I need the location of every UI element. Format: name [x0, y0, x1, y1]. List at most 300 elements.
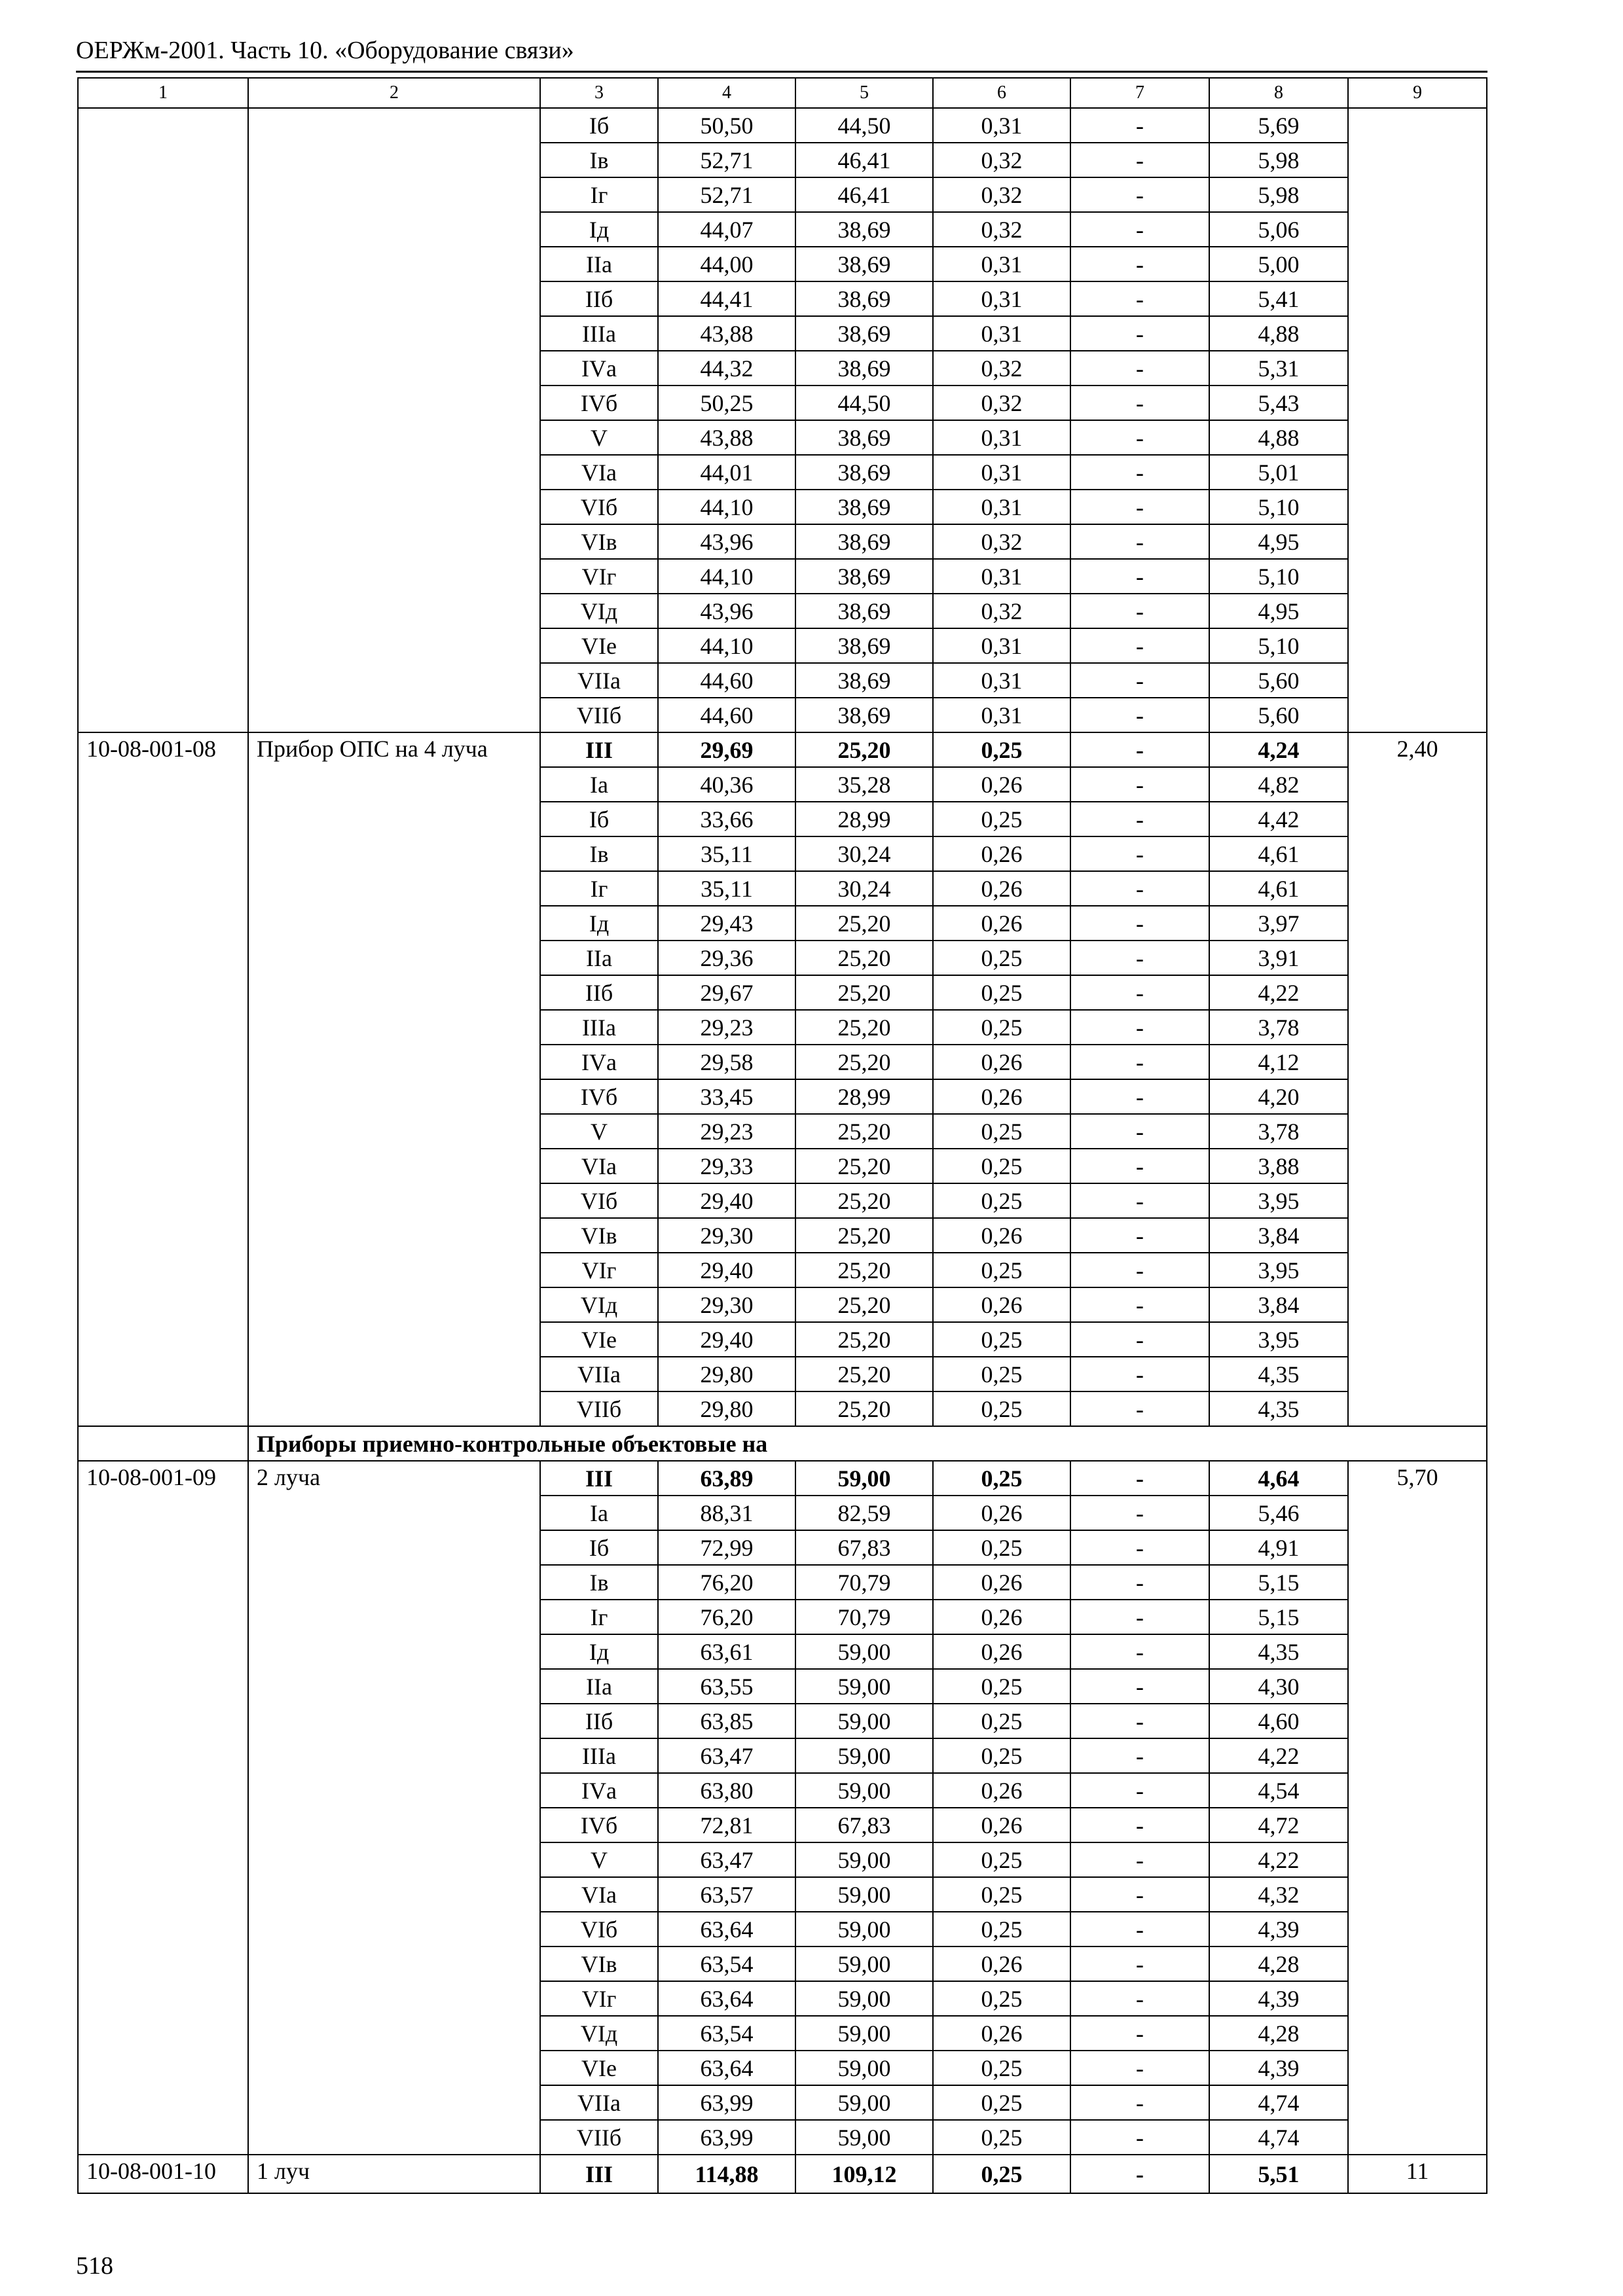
- zone-cell: VIIб: [540, 1391, 658, 1426]
- materials-cell: 4,95: [1209, 594, 1348, 628]
- wages-cell: 38,69: [795, 247, 933, 281]
- machinists-cell: -: [1070, 2155, 1209, 2193]
- materials-cell: 4,39: [1209, 2051, 1348, 2085]
- machines-cell: 0,31: [933, 455, 1070, 490]
- machinists-cell: -: [1070, 1981, 1209, 2016]
- machinists-cell: -: [1070, 2120, 1209, 2155]
- materials-cell: 5,69: [1209, 108, 1348, 143]
- machines-cell: 0,25: [933, 1149, 1070, 1183]
- wages-cell: 25,20: [795, 1322, 933, 1357]
- table-row: [78, 2155, 1487, 2193]
- total-cost-cell: 44,32: [658, 351, 795, 386]
- zone-cell: VIе: [540, 1322, 658, 1357]
- total-cost-cell: 33,45: [658, 1079, 795, 1114]
- materials-cell: 4,22: [1209, 975, 1348, 1010]
- total-cost-cell: 44,41: [658, 281, 795, 316]
- total-cost-cell: 63,47: [658, 1738, 795, 1773]
- machinists-cell: -: [1070, 941, 1209, 975]
- wages-cell: 59,00: [795, 2120, 933, 2155]
- total-cost-cell: 44,10: [658, 490, 795, 524]
- norm-code: 10-08-001-10: [78, 2155, 248, 2193]
- zone-cell: V: [540, 1842, 658, 1877]
- total-cost-cell: 43,96: [658, 524, 795, 559]
- materials-cell: 3,97: [1209, 906, 1348, 941]
- zone-cell: VIб: [540, 490, 658, 524]
- total-cost-cell: 63,99: [658, 2120, 795, 2155]
- wages-cell: 38,69: [795, 594, 933, 628]
- table-row: [78, 732, 1487, 767]
- wages-cell: 59,00: [795, 1877, 933, 1912]
- materials-cell: 5,10: [1209, 559, 1348, 594]
- norms-table: [77, 77, 1487, 2194]
- header-rule: [76, 71, 1487, 73]
- machinists-cell: -: [1070, 1600, 1209, 1634]
- wages-cell: 59,00: [795, 1738, 933, 1773]
- materials-cell: 4,61: [1209, 836, 1348, 871]
- materials-cell: 4,60: [1209, 1704, 1348, 1738]
- materials-cell: 3,88: [1209, 1149, 1348, 1183]
- machines-cell: 0,26: [933, 871, 1070, 906]
- machinists-cell: -: [1070, 1565, 1209, 1600]
- total-cost-cell: 50,50: [658, 108, 795, 143]
- total-cost-cell: 29,58: [658, 1045, 795, 1079]
- machinists-cell: -: [1070, 1461, 1209, 1496]
- wages-cell: 59,00: [795, 2016, 933, 2051]
- zone-cell: Iд: [540, 906, 658, 941]
- materials-cell: 3,95: [1209, 1322, 1348, 1357]
- zone-cell: III: [540, 732, 658, 767]
- wages-cell: 25,20: [795, 1357, 933, 1391]
- machinists-cell: -: [1070, 628, 1209, 663]
- machines-cell: 0,25: [933, 1912, 1070, 1946]
- group-title-row: [78, 1426, 1487, 1461]
- group-code-cell: [78, 1426, 248, 1461]
- machinists-cell: -: [1070, 1218, 1209, 1253]
- column-number-row: [78, 78, 1487, 108]
- zone-cell: VIв: [540, 524, 658, 559]
- wages-cell: 38,69: [795, 663, 933, 698]
- norm-name: [248, 108, 540, 732]
- machines-cell: 0,31: [933, 281, 1070, 316]
- norm-name: 1 луч: [248, 2155, 540, 2193]
- total-cost-cell: 29,33: [658, 1149, 795, 1183]
- materials-cell: 4,20: [1209, 1079, 1348, 1114]
- materials-cell: 5,98: [1209, 177, 1348, 212]
- machines-cell: 0,25: [933, 941, 1070, 975]
- materials-cell: 3,84: [1209, 1218, 1348, 1253]
- zone-cell: VIд: [540, 1287, 658, 1322]
- zone-cell: Iв: [540, 836, 658, 871]
- machines-cell: 0,25: [933, 1981, 1070, 2016]
- materials-cell: 4,61: [1209, 871, 1348, 906]
- norm-code: [78, 108, 248, 732]
- zone-cell: VIе: [540, 628, 658, 663]
- machines-cell: 0,25: [933, 802, 1070, 836]
- wages-cell: 38,69: [795, 559, 933, 594]
- zone-cell: IIа: [540, 1669, 658, 1704]
- norm-code: 10-08-001-09: [78, 1461, 248, 2155]
- machines-cell: 0,26: [933, 1218, 1070, 1253]
- total-cost-cell: 29,67: [658, 975, 795, 1010]
- wages-cell: 28,99: [795, 802, 933, 836]
- machinists-cell: -: [1070, 594, 1209, 628]
- total-cost-cell: 63,57: [658, 1877, 795, 1912]
- machines-cell: 0,25: [933, 1357, 1070, 1391]
- column-number: 4: [658, 78, 795, 108]
- total-cost-cell: 29,36: [658, 941, 795, 975]
- materials-cell: 4,32: [1209, 1877, 1348, 1912]
- zone-cell: IIIа: [540, 1738, 658, 1773]
- machinists-cell: -: [1070, 524, 1209, 559]
- materials-cell: 5,51: [1209, 2155, 1348, 2193]
- zone-cell: Iб: [540, 802, 658, 836]
- machines-cell: 0,32: [933, 143, 1070, 177]
- wages-cell: 38,69: [795, 524, 933, 559]
- zone-cell: VIб: [540, 1183, 658, 1218]
- materials-cell: 4,95: [1209, 524, 1348, 559]
- machines-cell: 0,25: [933, 1669, 1070, 1704]
- zone-cell: Iд: [540, 212, 658, 247]
- wages-cell: 25,20: [795, 1253, 933, 1287]
- machinists-cell: -: [1070, 1253, 1209, 1287]
- machines-cell: 0,26: [933, 1045, 1070, 1079]
- wages-cell: 30,24: [795, 836, 933, 871]
- machines-cell: 0,31: [933, 247, 1070, 281]
- wages-cell: 25,20: [795, 941, 933, 975]
- page-number: 518: [76, 2252, 113, 2280]
- table-row: [78, 108, 1487, 143]
- machinists-cell: -: [1070, 455, 1209, 490]
- machinists-cell: -: [1070, 1669, 1209, 1704]
- total-cost-cell: 63,64: [658, 1912, 795, 1946]
- zone-cell: VIг: [540, 559, 658, 594]
- total-cost-cell: 44,07: [658, 212, 795, 247]
- machines-cell: 0,25: [933, 1877, 1070, 1912]
- materials-cell: 3,78: [1209, 1114, 1348, 1149]
- materials-cell: 5,43: [1209, 386, 1348, 420]
- wages-cell: 38,69: [795, 281, 933, 316]
- wages-cell: 59,00: [795, 1981, 933, 2016]
- machines-cell: 0,26: [933, 1287, 1070, 1322]
- wages-cell: 38,69: [795, 316, 933, 351]
- machines-cell: 0,26: [933, 836, 1070, 871]
- total-cost-cell: 29,40: [658, 1183, 795, 1218]
- table-row: [78, 1461, 1487, 1496]
- column-number: 1: [78, 78, 248, 108]
- zone-cell: VIIа: [540, 663, 658, 698]
- column-number: 9: [1348, 78, 1487, 108]
- wages-cell: 59,00: [795, 1669, 933, 1704]
- machinists-cell: -: [1070, 1808, 1209, 1842]
- wages-cell: 25,20: [795, 906, 933, 941]
- machines-cell: 0,25: [933, 1010, 1070, 1045]
- machines-cell: 0,26: [933, 1634, 1070, 1669]
- total-cost-cell: 29,69: [658, 732, 795, 767]
- zone-cell: VIIб: [540, 698, 658, 732]
- materials-cell: 5,31: [1209, 351, 1348, 386]
- wages-cell: 25,20: [795, 1114, 933, 1149]
- total-cost-cell: 76,20: [658, 1600, 795, 1634]
- zone-cell: IVб: [540, 1079, 658, 1114]
- zone-cell: V: [540, 1114, 658, 1149]
- zone-cell: VIд: [540, 594, 658, 628]
- total-cost-cell: 63,64: [658, 1981, 795, 2016]
- machines-cell: 0,26: [933, 1496, 1070, 1530]
- column-number: 3: [540, 78, 658, 108]
- wages-cell: 59,00: [795, 1842, 933, 1877]
- total-cost-cell: 63,89: [658, 1461, 795, 1496]
- wages-cell: 44,50: [795, 386, 933, 420]
- materials-cell: 5,60: [1209, 698, 1348, 732]
- machines-cell: 0,32: [933, 386, 1070, 420]
- zone-cell: VIIб: [540, 2120, 658, 2155]
- machinists-cell: -: [1070, 906, 1209, 941]
- machines-cell: 0,26: [933, 1565, 1070, 1600]
- norm-code: 10-08-001-08: [78, 732, 248, 1426]
- zone-cell: IIа: [540, 941, 658, 975]
- zone-cell: VIд: [540, 2016, 658, 2051]
- zone-cell: Iа: [540, 1496, 658, 1530]
- materials-cell: 3,95: [1209, 1253, 1348, 1287]
- total-cost-cell: 88,31: [658, 1496, 795, 1530]
- wages-cell: 38,69: [795, 420, 933, 455]
- machinists-cell: -: [1070, 767, 1209, 802]
- total-cost-cell: 44,10: [658, 628, 795, 663]
- machinists-cell: -: [1070, 663, 1209, 698]
- zone-cell: IIIа: [540, 316, 658, 351]
- total-cost-cell: 43,88: [658, 420, 795, 455]
- machines-cell: 0,32: [933, 594, 1070, 628]
- total-cost-cell: 29,40: [658, 1322, 795, 1357]
- wages-cell: 70,79: [795, 1600, 933, 1634]
- machinists-cell: -: [1070, 1530, 1209, 1565]
- total-cost-cell: 114,88: [658, 2155, 795, 2193]
- materials-cell: 5,00: [1209, 247, 1348, 281]
- machinists-cell: -: [1070, 281, 1209, 316]
- norm-name: 2 луча: [248, 1461, 540, 2155]
- zone-cell: VIе: [540, 2051, 658, 2085]
- wages-cell: 25,20: [795, 1149, 933, 1183]
- wages-cell: 59,00: [795, 1461, 933, 1496]
- zone-cell: VIв: [540, 1218, 658, 1253]
- column-number: 7: [1070, 78, 1209, 108]
- zone-cell: VIIа: [540, 1357, 658, 1391]
- materials-cell: 4,35: [1209, 1634, 1348, 1669]
- machinists-cell: -: [1070, 732, 1209, 767]
- materials-cell: 4,12: [1209, 1045, 1348, 1079]
- machines-cell: 0,26: [933, 906, 1070, 941]
- machinists-cell: -: [1070, 1496, 1209, 1530]
- materials-cell: 5,10: [1209, 628, 1348, 663]
- total-cost-cell: 72,99: [658, 1530, 795, 1565]
- machinists-cell: -: [1070, 108, 1209, 143]
- wages-cell: 109,12: [795, 2155, 933, 2193]
- materials-cell: 4,22: [1209, 1738, 1348, 1773]
- machinists-cell: -: [1070, 559, 1209, 594]
- materials-cell: 5,60: [1209, 663, 1348, 698]
- wages-cell: 59,00: [795, 1773, 933, 1808]
- materials-cell: 5,10: [1209, 490, 1348, 524]
- machinists-cell: -: [1070, 351, 1209, 386]
- machines-cell: 0,26: [933, 1808, 1070, 1842]
- zone-cell: IIа: [540, 247, 658, 281]
- zone-cell: IIб: [540, 975, 658, 1010]
- wages-cell: 38,69: [795, 490, 933, 524]
- machines-cell: 0,26: [933, 1946, 1070, 1981]
- machinists-cell: -: [1070, 1079, 1209, 1114]
- machines-cell: 0,25: [933, 1114, 1070, 1149]
- col9-value: [1348, 108, 1487, 732]
- total-cost-cell: 63,54: [658, 1946, 795, 1981]
- total-cost-cell: 29,30: [658, 1218, 795, 1253]
- zone-cell: Iа: [540, 767, 658, 802]
- materials-cell: 3,78: [1209, 1010, 1348, 1045]
- wages-cell: 59,00: [795, 1634, 933, 1669]
- machinists-cell: -: [1070, 1183, 1209, 1218]
- machinists-cell: -: [1070, 1287, 1209, 1322]
- zone-cell: VIIа: [540, 2085, 658, 2120]
- col9-value: 2,40: [1348, 732, 1487, 1426]
- total-cost-cell: 29,23: [658, 1114, 795, 1149]
- total-cost-cell: 63,64: [658, 2051, 795, 2085]
- zone-cell: IIб: [540, 1704, 658, 1738]
- materials-cell: 5,06: [1209, 212, 1348, 247]
- wages-cell: 25,20: [795, 1010, 933, 1045]
- machines-cell: 0,25: [933, 2085, 1070, 2120]
- wages-cell: 59,00: [795, 2051, 933, 2085]
- machines-cell: 0,31: [933, 559, 1070, 594]
- total-cost-cell: 63,85: [658, 1704, 795, 1738]
- machines-cell: 0,31: [933, 316, 1070, 351]
- machinists-cell: -: [1070, 1045, 1209, 1079]
- machines-cell: 0,25: [933, 1461, 1070, 1496]
- total-cost-cell: 76,20: [658, 1565, 795, 1600]
- materials-cell: 4,74: [1209, 2120, 1348, 2155]
- total-cost-cell: 72,81: [658, 1808, 795, 1842]
- zone-cell: IIб: [540, 281, 658, 316]
- zone-cell: Iг: [540, 177, 658, 212]
- machines-cell: 0,25: [933, 2120, 1070, 2155]
- zone-cell: IVа: [540, 1045, 658, 1079]
- wages-cell: 25,20: [795, 975, 933, 1010]
- machinists-cell: -: [1070, 212, 1209, 247]
- machinists-cell: -: [1070, 316, 1209, 351]
- wages-cell: 82,59: [795, 1496, 933, 1530]
- machines-cell: 0,25: [933, 2051, 1070, 2085]
- zone-cell: VIа: [540, 455, 658, 490]
- machines-cell: 0,31: [933, 108, 1070, 143]
- machines-cell: 0,25: [933, 1704, 1070, 1738]
- machinists-cell: -: [1070, 2051, 1209, 2085]
- wages-cell: 38,69: [795, 698, 933, 732]
- group-title: Приборы приемно-контрольные объектовые на: [248, 1426, 1487, 1461]
- machines-cell: 0,25: [933, 975, 1070, 1010]
- materials-cell: 4,39: [1209, 1981, 1348, 2016]
- zone-cell: IVа: [540, 351, 658, 386]
- wages-cell: 67,83: [795, 1530, 933, 1565]
- machines-cell: 0,31: [933, 628, 1070, 663]
- zone-cell: III: [540, 1461, 658, 1496]
- total-cost-cell: 63,47: [658, 1842, 795, 1877]
- machinists-cell: -: [1070, 1842, 1209, 1877]
- total-cost-cell: 44,10: [658, 559, 795, 594]
- wages-cell: 70,79: [795, 1565, 933, 1600]
- machinists-cell: -: [1070, 836, 1209, 871]
- wages-cell: 25,20: [795, 1218, 933, 1253]
- machinists-cell: -: [1070, 1149, 1209, 1183]
- machines-cell: 0,26: [933, 767, 1070, 802]
- total-cost-cell: 52,71: [658, 177, 795, 212]
- total-cost-cell: 44,60: [658, 698, 795, 732]
- zone-cell: Iг: [540, 871, 658, 906]
- machines-cell: 0,25: [933, 1183, 1070, 1218]
- machines-cell: 0,26: [933, 2016, 1070, 2051]
- materials-cell: 4,88: [1209, 420, 1348, 455]
- machinists-cell: -: [1070, 1946, 1209, 1981]
- materials-cell: 4,42: [1209, 802, 1348, 836]
- zone-cell: VIб: [540, 1912, 658, 1946]
- machinists-cell: -: [1070, 871, 1209, 906]
- col9-value: 5,70: [1348, 1461, 1487, 2155]
- wages-cell: 25,20: [795, 1287, 933, 1322]
- machinists-cell: -: [1070, 2085, 1209, 2120]
- machines-cell: 0,31: [933, 420, 1070, 455]
- total-cost-cell: 63,55: [658, 1669, 795, 1704]
- machinists-cell: -: [1070, 1773, 1209, 1808]
- zone-cell: Iб: [540, 108, 658, 143]
- total-cost-cell: 29,40: [658, 1253, 795, 1287]
- machines-cell: 0,25: [933, 732, 1070, 767]
- materials-cell: 4,72: [1209, 1808, 1348, 1842]
- page-header-title: ОЕРЖм-2001. Часть 10. «Оборудование связи»: [76, 37, 574, 64]
- wages-cell: 30,24: [795, 871, 933, 906]
- materials-cell: 5,98: [1209, 143, 1348, 177]
- machinists-cell: -: [1070, 1322, 1209, 1357]
- total-cost-cell: 33,66: [658, 802, 795, 836]
- machines-cell: 0,25: [933, 2155, 1070, 2193]
- materials-cell: 4,35: [1209, 1357, 1348, 1391]
- materials-cell: 4,54: [1209, 1773, 1348, 1808]
- machines-cell: 0,26: [933, 1079, 1070, 1114]
- materials-cell: 4,91: [1209, 1530, 1348, 1565]
- zone-cell: Iв: [540, 143, 658, 177]
- machinists-cell: -: [1070, 1634, 1209, 1669]
- materials-cell: 5,15: [1209, 1600, 1348, 1634]
- wages-cell: 59,00: [795, 1704, 933, 1738]
- machinists-cell: -: [1070, 1912, 1209, 1946]
- total-cost-cell: 44,60: [658, 663, 795, 698]
- machines-cell: 0,25: [933, 1738, 1070, 1773]
- wages-cell: 59,00: [795, 1912, 933, 1946]
- norm-name: Прибор ОПС на 4 луча: [248, 732, 540, 1426]
- materials-cell: 3,95: [1209, 1183, 1348, 1218]
- machinists-cell: -: [1070, 143, 1209, 177]
- machinists-cell: -: [1070, 177, 1209, 212]
- machinists-cell: -: [1070, 247, 1209, 281]
- machinists-cell: -: [1070, 975, 1209, 1010]
- materials-cell: 5,01: [1209, 455, 1348, 490]
- materials-cell: 4,28: [1209, 1946, 1348, 1981]
- machinists-cell: -: [1070, 1010, 1209, 1045]
- total-cost-cell: 43,96: [658, 594, 795, 628]
- total-cost-cell: 52,71: [658, 143, 795, 177]
- total-cost-cell: 29,80: [658, 1391, 795, 1426]
- zone-cell: VIа: [540, 1149, 658, 1183]
- wages-cell: 44,50: [795, 108, 933, 143]
- total-cost-cell: 35,11: [658, 836, 795, 871]
- machines-cell: 0,25: [933, 1322, 1070, 1357]
- materials-cell: 4,28: [1209, 2016, 1348, 2051]
